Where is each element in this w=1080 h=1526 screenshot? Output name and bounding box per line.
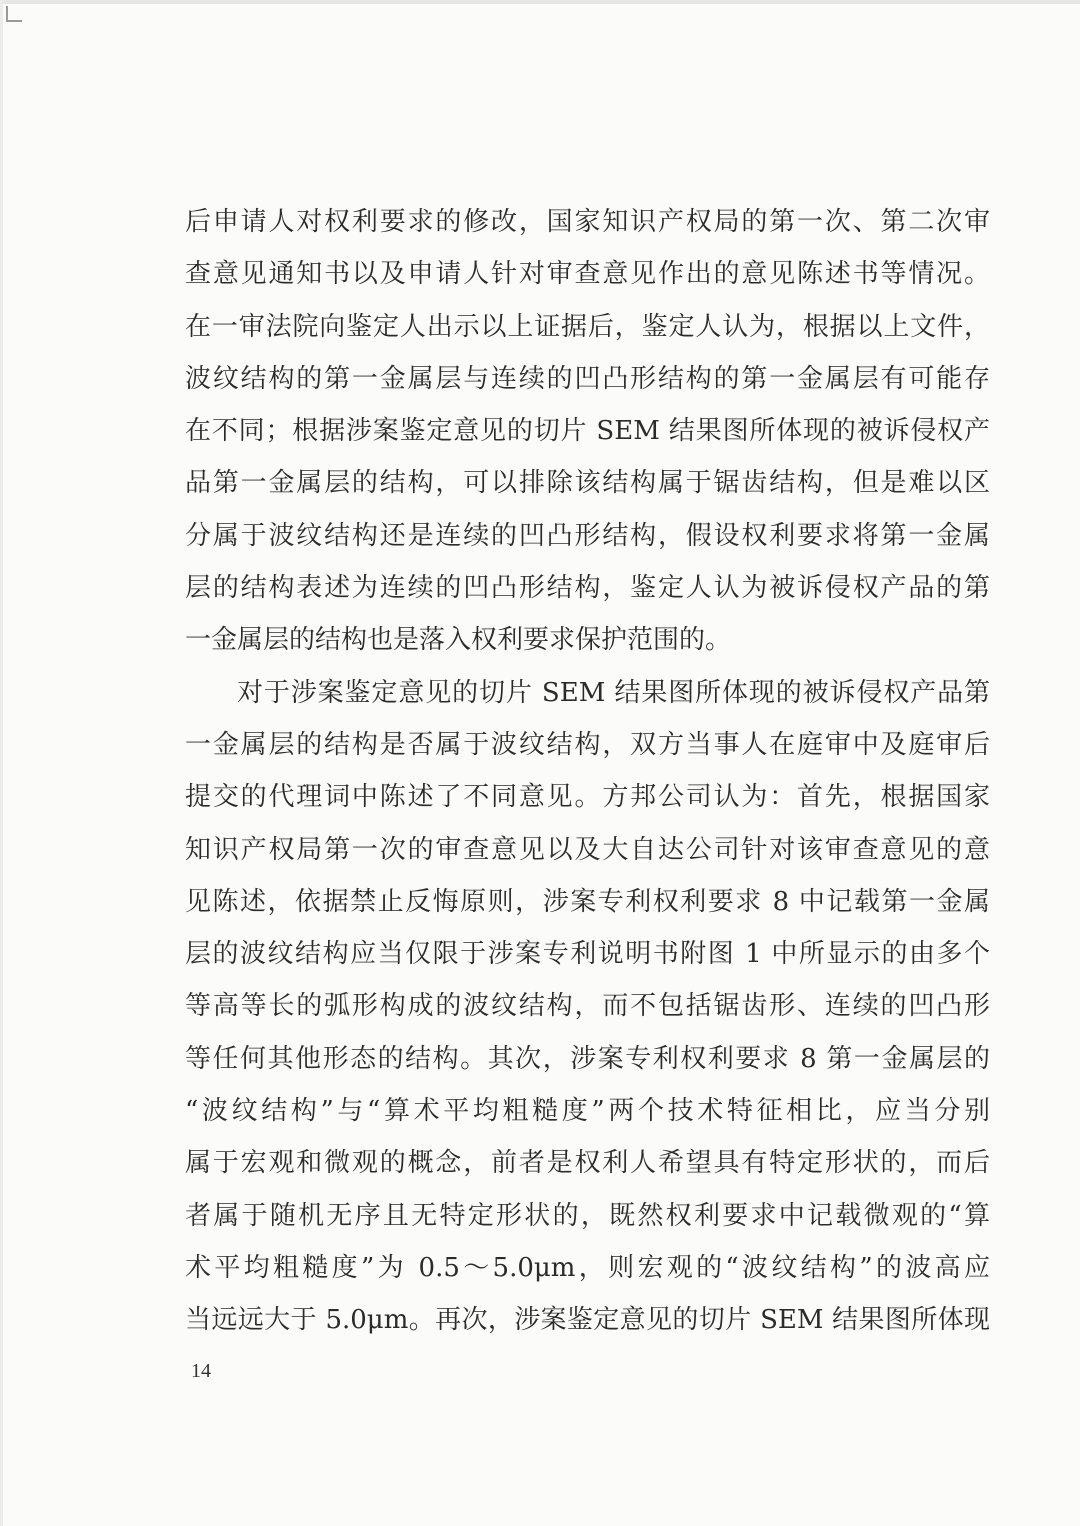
text-line: 术平均粗糙度”为 0.5～5.0μm，则宏观的“波纹结构”的波高应 [185,1252,990,1283]
paragraph-2 [185,667,990,1347]
text-line: “波纹结构”与“算术平均粗糙度”两个技术特征相比，应当分别 [185,1096,990,1127]
text-line: 层的波纹结构应当仅限于涉案专利说明书附图 1 中所显示的由多个 [185,939,990,970]
text-line: 知识产权局第一次的审查意见以及大自达公司针对该审查意见的意 [185,834,990,865]
scan-edge-left [0,0,3,1526]
text-line: 查意见通知书以及申请人针对审查意见作出的意见陈述书等情况。 [185,259,990,290]
text-line: 等高等长的弧形构成的波纹结构，而不包括锯齿形、连续的凹凸形 [185,991,990,1022]
text-line: 对于涉案鉴定意见的切片 SEM 结果图所体现的被诉侵权产品第 [237,677,990,708]
text-line: 在一审法院向鉴定人出示以上证据后，鉴定人认为，根据以上文件， [185,311,990,342]
text-line: 后申请人对权利要求的修改，国家知识产权局的第一次、第二次审 [185,207,990,237]
text-line: 在不同；根据涉案鉴定意见的切片 SEM 结果图所体现的被诉侵权产 [185,416,990,447]
text-line: 提交的代理词中陈述了不同意见。方邦公司认为：首先，根据国家 [185,782,990,813]
page-number: 14 [191,1360,211,1382]
text-line: 见陈述，依据禁止反悔原则，涉案专利权利要求 8 中记载第一金属 [185,886,990,917]
text-line: 层的结构表述为连续的凹凸形结构，鉴定人认为被诉侵权产品的第 [185,573,990,604]
text-line: 波纹结构的第一金属层与连续的凹凸形结构的第一金属层有可能存 [185,363,990,394]
scan-corner-mark [6,6,22,22]
text-line: 一金属层的结构也是落入权利要求保护范围的。 [185,625,732,656]
text-line: 当远远大于 5.0μm。再次，涉案鉴定意见的切片 SEM 结果图所体现 [185,1305,990,1336]
scan-edge-top [0,0,1080,4]
text-line: 者属于随机无序且无特定形状的，既然权利要求中记载微观的“算 [185,1200,990,1231]
paragraph-1 [185,196,990,667]
text-line: 一金属层的结构是否属于波纹结构，双方当事人在庭审中及庭审后 [185,729,990,760]
text-line: 等任何其他形态的结构。其次，涉案专利权利要求 8 第一金属层的 [185,1043,990,1074]
text-line: 分属于波纹结构还是连续的凹凸形结构，假设权利要求将第一金属 [185,520,990,551]
text-line: 品第一金属层的结构，可以排除该结构属于锯齿结构，但是难以区 [185,468,990,499]
text-line: 属于宏观和微观的概念，前者是权利人希望具有特定形状的，而后 [185,1148,990,1179]
document-body [185,196,990,1347]
